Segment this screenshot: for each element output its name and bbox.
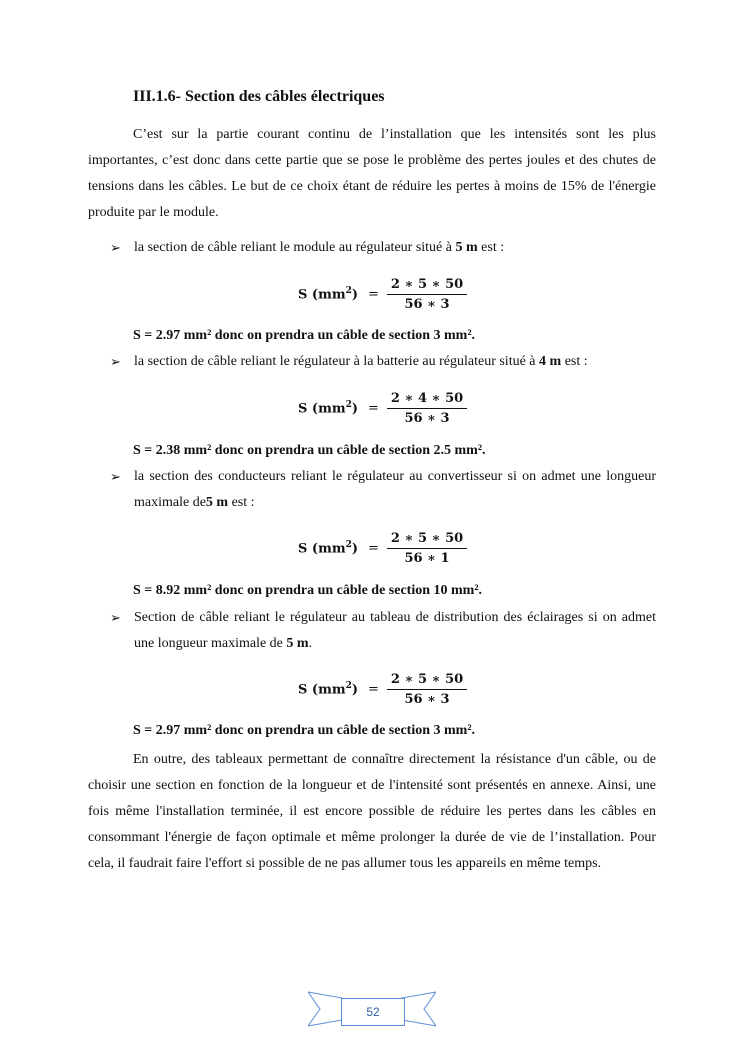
intro-paragraph [88, 122, 656, 226]
formula-denominator: 56 ∗ 1 [404, 550, 450, 566]
result-4: S = 2.97 mm² donc on prendra un câble de section 3 mm². [133, 723, 476, 738]
formula-denominator: 56 ∗ 3 [404, 410, 450, 426]
result-2: S = 2.38 mm² donc on prendra un câble de section 2.5 mm². [133, 443, 486, 458]
formula-3: S $(mm^2)$ = $\frac{2 ∗ 5 ∗ 50}{56 ∗ 1}$ [298, 528, 467, 568]
formula-denominator: 56 ∗ 3 [404, 296, 450, 312]
bullet-item-4 [110, 605, 656, 657]
result-3: S = 8.92 mm² donc on prendra un câble de section 10 mm². [133, 583, 483, 598]
page-number: 52 [341, 998, 405, 1026]
bullet-text: la section de câble reliant le module au régulateur situé à 5 m est : [134, 240, 505, 255]
bullet-item-2 [110, 349, 656, 375]
result-1: S = 2.97 mm² donc on prendra un câble de section 3 mm². [133, 328, 476, 343]
bullet-item-3 [110, 464, 656, 516]
formula-numerator: 2 ∗ 5 ∗ 50 [387, 531, 467, 549]
bullet-text: la section de câble reliant le régulateur à la batterie au régulateur situé à 4 m est : [134, 354, 588, 369]
bullet-item-1 [110, 235, 656, 261]
arrow-bullet-icon: ➢ [110, 240, 121, 255]
formula-denominator: 56 ∗ 3 [404, 691, 450, 707]
formula-4: S $(mm^2)$ = $\frac{2 ∗ 5 ∗ 50}{56 ∗ 3}$ [298, 669, 467, 709]
arrow-bullet-icon: ➢ [110, 469, 121, 484]
intro-text: C’est sur la partie courant continu de l’installation que les intensités sont les plus importantes, c’est donc dans cette partie que se pose le problème des pertes joules et des chutes de tensions dans les câbles. Le but de ce choix étant de réduire les pertes à moins de 15% de l'énergie produite par le module. [88, 127, 656, 220]
formula-numerator: 2 ∗ 5 ∗ 50 [387, 672, 467, 690]
closing-text: En outre, des tableaux permettant de connaître directement la résistance d'un câble, ou de choisir une section en fonction de la longueur et de l'intensité sont présentés en annexe. Ainsi, une fois même l'installation terminée, il est encore possible de réduire les pertes dans les câbles en consommant l'énergie de façon optimale et même prolonger la durée de vie de l’installation. Pour cela, il faudrait faire l'effort si possible de ne pas allumer tous les appareils en même temps. [88, 752, 656, 871]
formula-numerator: 2 ∗ 5 ∗ 50 [387, 277, 467, 295]
bullet-text: Section de câble reliant le régulateur au tableau de distribution des éclairages si on admet une longueur maximale de 5 m. [134, 610, 656, 651]
formula-2: S $(mm^2)$ = $\frac{2 ∗ 4 ∗ 50}{56 ∗ 3}$ [298, 388, 467, 428]
bullet-text: la section des conducteurs reliant le régulateur au convertisseur si on admet une longueur maximale de5 m est : [134, 469, 656, 510]
arrow-bullet-icon: ➢ [110, 610, 121, 625]
formula-1: S $(mm^2)$ = $\frac{2 ∗ 5 ∗ 50}{56 ∗ 3}$ [298, 274, 467, 314]
section-heading: III.1.6- Section des câbles électriques [133, 88, 385, 105]
formula-numerator: 2 ∗ 4 ∗ 50 [387, 391, 467, 409]
arrow-bullet-icon: ➢ [110, 354, 121, 369]
closing-paragraph [88, 747, 656, 877]
